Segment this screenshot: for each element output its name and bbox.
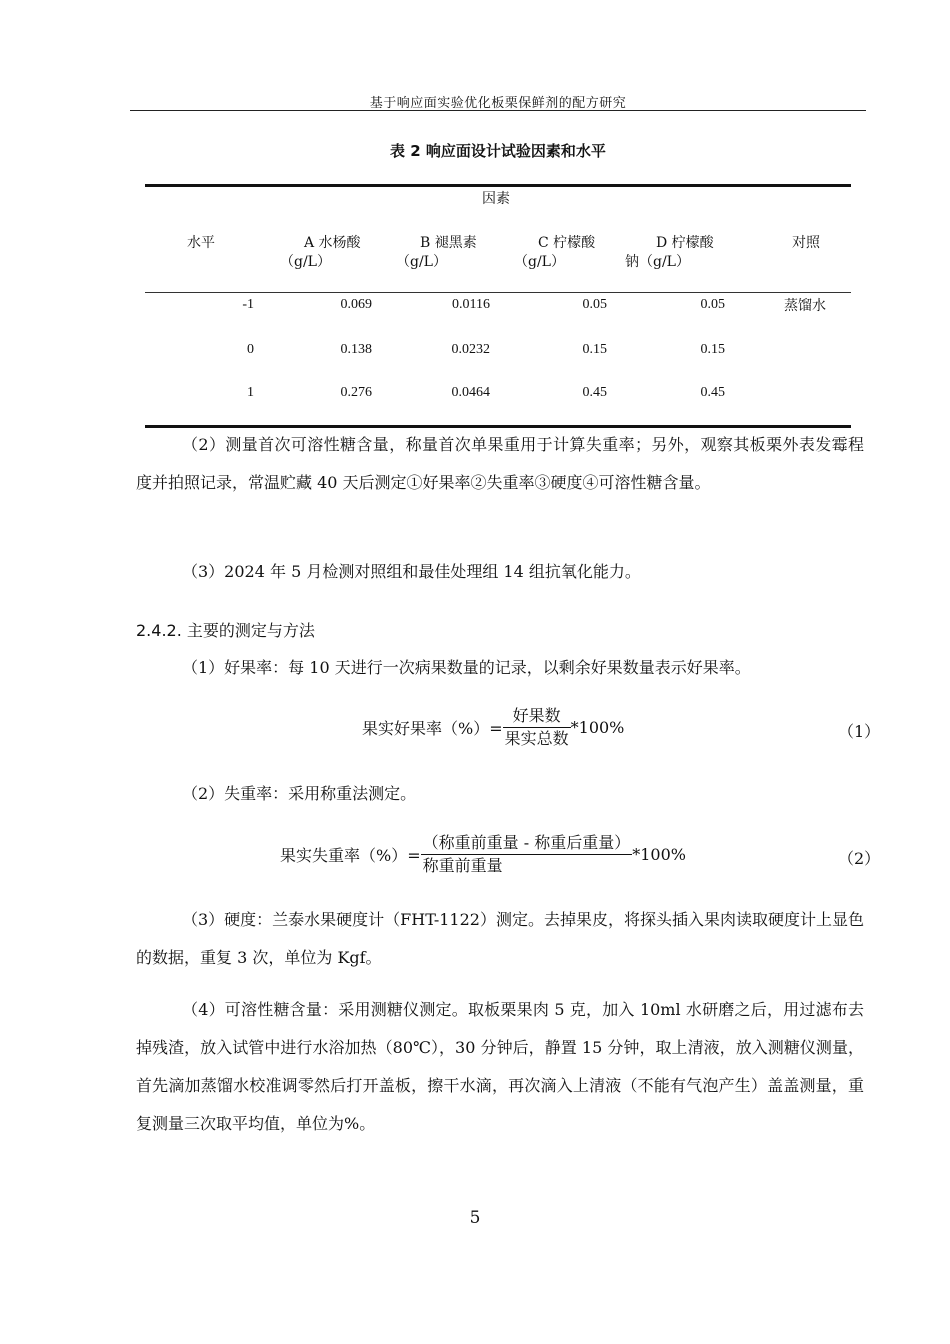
header-divider <box>130 110 866 111</box>
cell-level: -1 <box>242 297 254 312</box>
col-header-b: B 褪黑素 （g/L） <box>396 235 477 270</box>
running-header: 基于响应面实验优化板栗保鲜剂的配方研究 <box>369 96 627 111</box>
cell-d: 0.45 <box>700 385 725 400</box>
cell-a: 0.276 <box>340 385 372 400</box>
cell-b: 0.0232 <box>451 342 490 357</box>
formula1-rhs: *100% <box>570 718 625 737</box>
formula-good-fruit-rate <box>362 705 624 750</box>
col-header-d: D 柠檬酸 钠（g/L） <box>625 235 714 270</box>
cell-level: 1 <box>247 385 254 400</box>
paragraph-soluble-sugar: （4）可溶性糖含量：采用测糖仪测定。取板栗果肉 5 克，加入 10ml 水研磨之后，用过滤布去掉残渣，放入试管中进行水浴加热（80℃），30 分钟后，静置 15 分钟，取上清液，放入测糖仪测量，首先滴加蒸馏水校准调零然后打开盖板，擦干水滴，再次滴入上清液（不能有气泡产生）盖盖测量，重复测量三次取平均值，单位为%。 <box>136 1000 864 1133</box>
formula2-fraction <box>421 832 633 877</box>
equation-number-1: （1） <box>838 722 881 741</box>
formula2-lhs: 果实失重率（%）= <box>280 846 421 865</box>
cell-level: 0 <box>247 342 254 357</box>
table-header-rule <box>145 292 851 293</box>
paragraph-good-fruit-rate: （1）好果率：每 10 天进行一次病果数量的记录，以剩余好果数量表示好果率。 <box>182 658 751 677</box>
col-header-control: 对照 <box>792 235 820 251</box>
cell-a: 0.069 <box>340 297 372 312</box>
cell-d: 0.05 <box>700 297 725 312</box>
formula2-rhs: *100% <box>632 845 686 864</box>
formula2-denominator: 称重前重量 <box>422 856 503 875</box>
formula-weight-loss-rate <box>280 832 686 877</box>
paragraph-hardness: （3）硬度：兰泰水果硬度计（FHT-1122）测定。去掉果皮，将探头插入果肉读取硬度计上显色的数据，重复 3 次，单位为 Kgf。 <box>136 910 864 967</box>
paragraph-antioxidant: （3）2024 年 5 月检测对照组和最佳处理组 14 组抗氧化能力。 <box>182 562 641 581</box>
page-number: 5 <box>469 1208 481 1228</box>
cell-control: 蒸馏水 <box>784 298 826 314</box>
col-header-a: A 水杨酸 （g/L） <box>280 235 361 270</box>
formula1-denominator: 果实总数 <box>504 729 569 748</box>
section-heading-2-4-2: 2.4.2. 主要的测定与方法 <box>136 621 315 640</box>
cell-c: 0.15 <box>582 342 607 357</box>
cell-c: 0.05 <box>582 297 607 312</box>
paragraph-weight-loss: （2）失重率：采用称重法测定。 <box>182 784 417 803</box>
formula2-numerator: （称重前重量 - 称重后重量） <box>421 832 633 855</box>
paragraph-measure-first: （2）测量首次可溶性糖含量，称量首次单果重用于计算失重率；另外，观察其板栗外表发霉程度并拍照记录，常温贮藏 40 天后测定①好果率②失重率③硬度④可溶性糖含量。 <box>136 435 864 492</box>
cell-b: 0.0116 <box>452 297 490 312</box>
equation-number-2: （2） <box>838 849 881 868</box>
formula1-fraction <box>503 705 571 750</box>
formula1-lhs: 果实好果率（%）= <box>362 719 503 738</box>
group-header-factors: 因素 <box>482 191 510 207</box>
col-header-c: C 柠檬酸 （g/L） <box>514 235 596 270</box>
table-top-rule <box>145 184 851 187</box>
formula1-numerator: 好果数 <box>503 705 571 728</box>
col-header-level: 水平 <box>187 235 215 251</box>
table-caption: 表 2 响应面设计试验因素和水平 <box>390 142 606 160</box>
cell-b: 0.0464 <box>451 385 490 400</box>
cell-a: 0.138 <box>340 342 372 357</box>
cell-d: 0.15 <box>700 342 725 357</box>
cell-c: 0.45 <box>582 385 607 400</box>
